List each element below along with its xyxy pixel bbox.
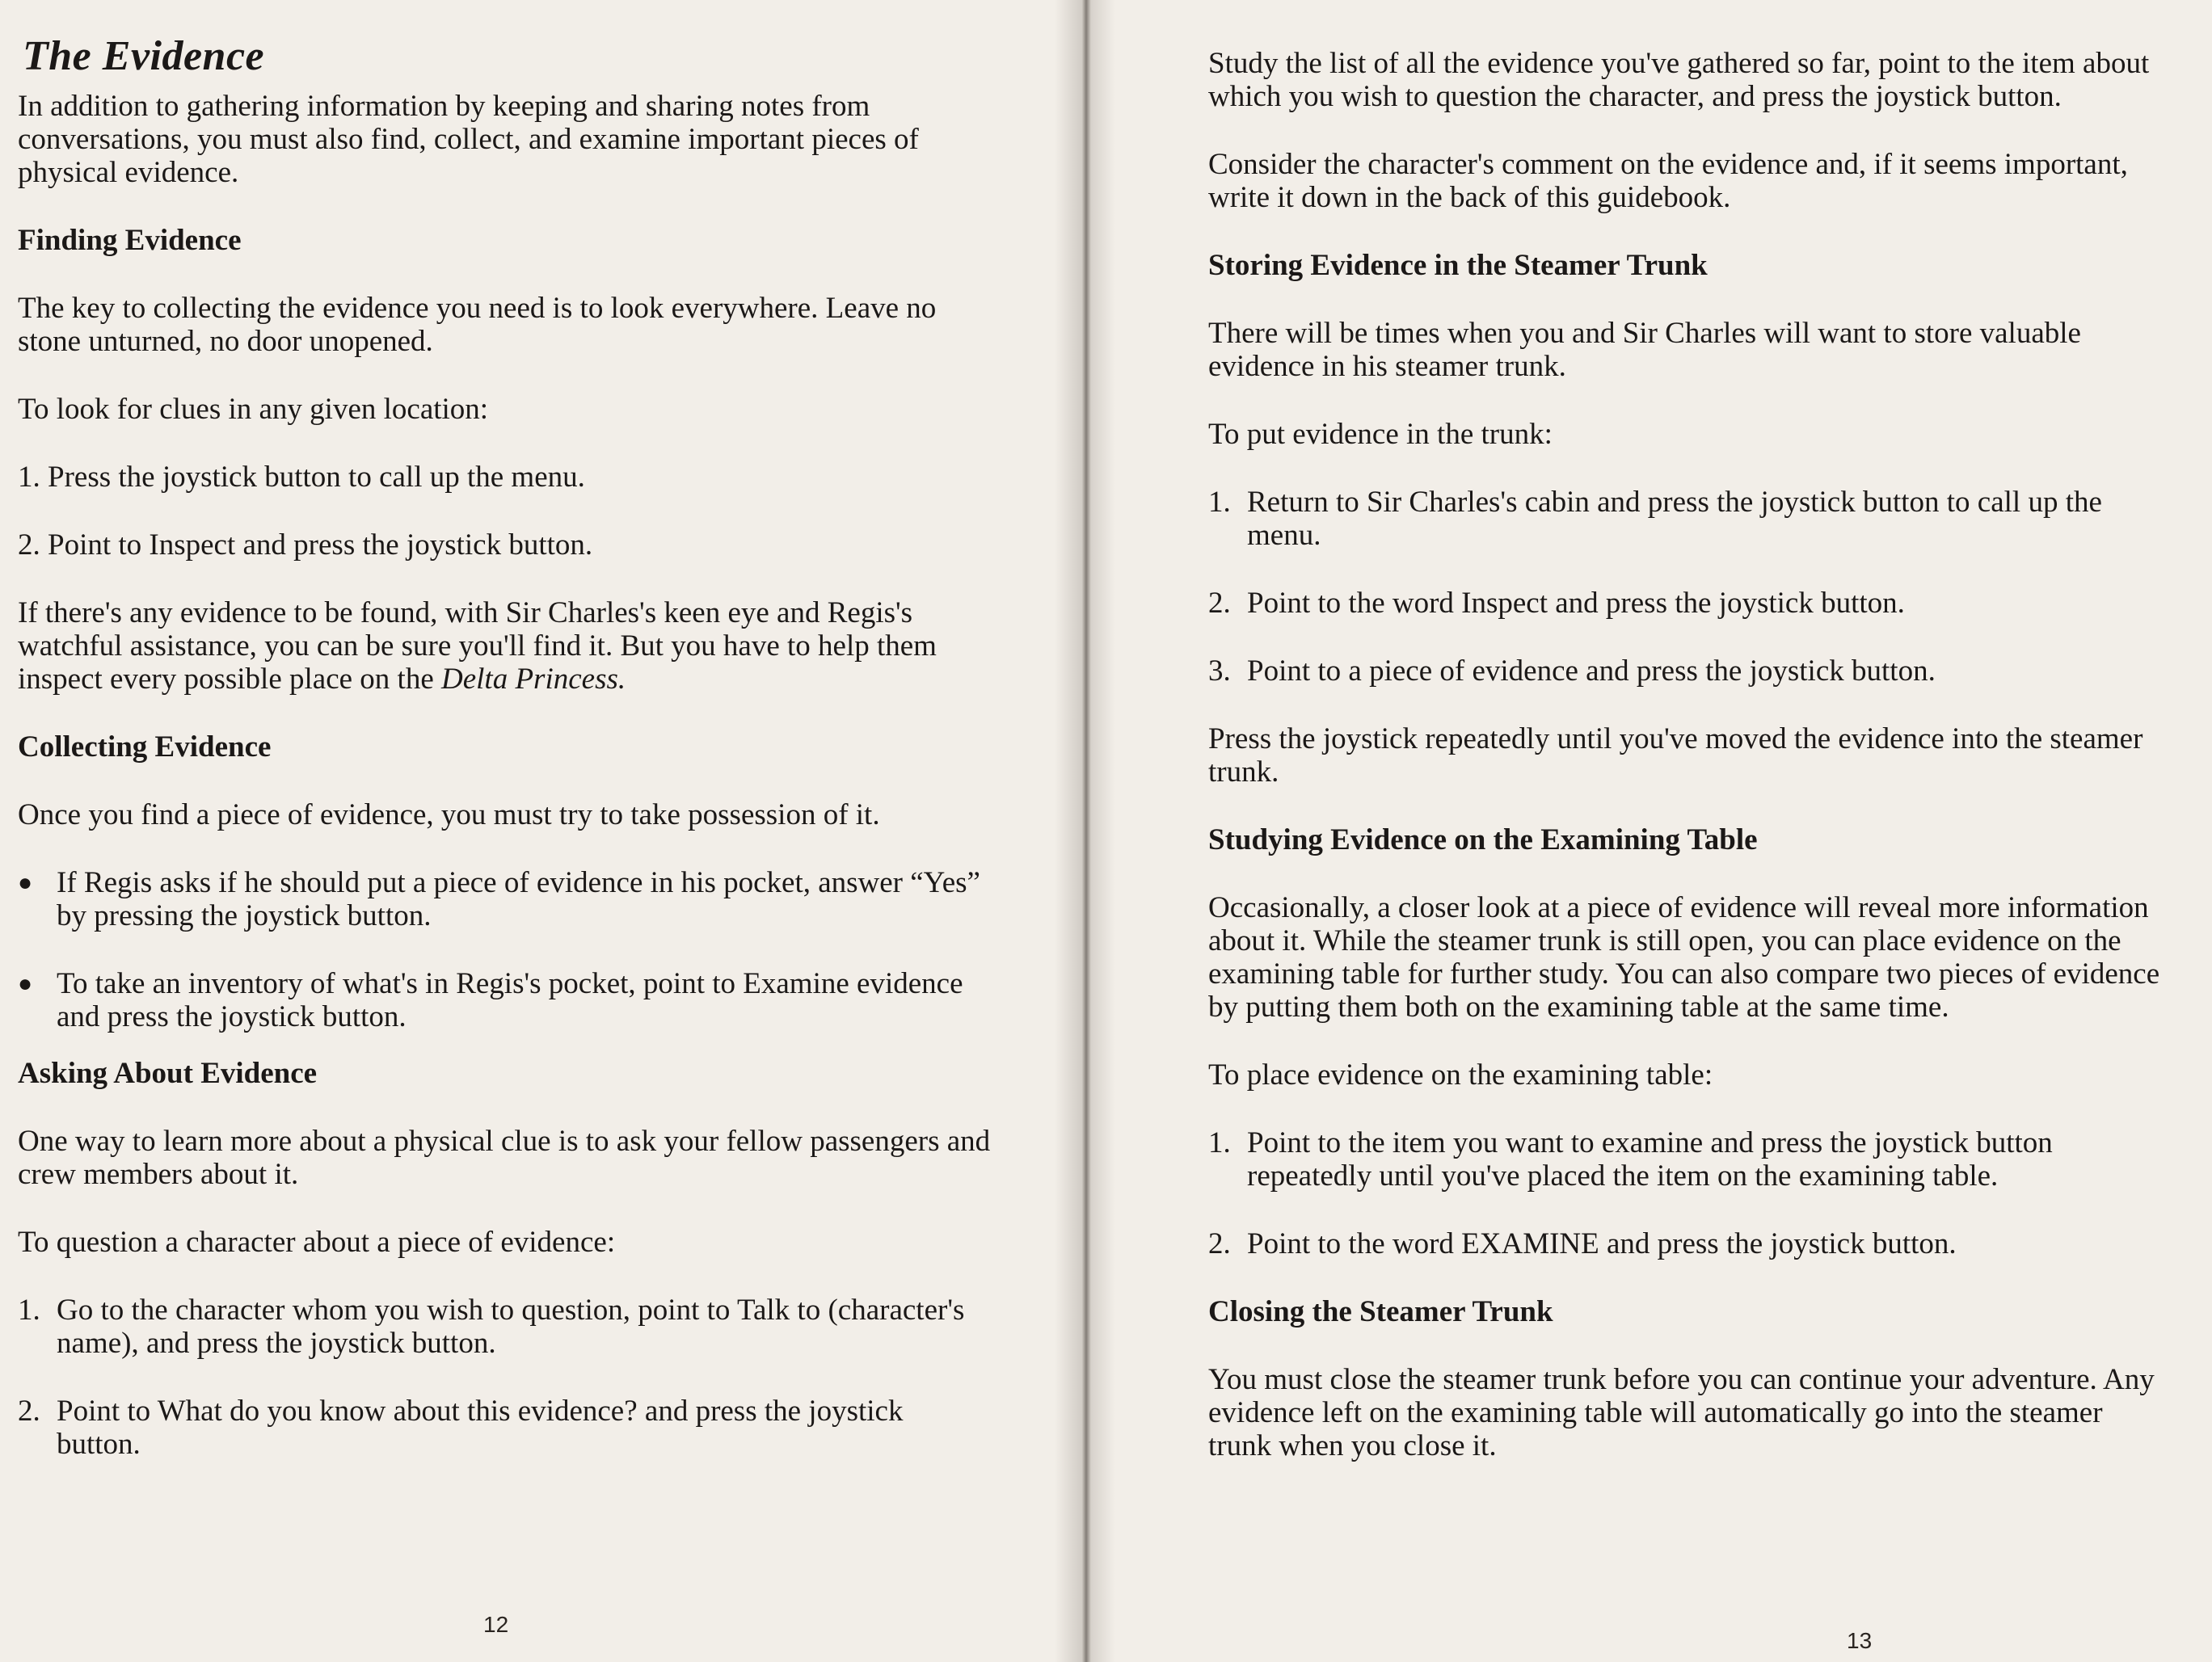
asking-evidence-heading: Asking About Evidence [18, 1057, 318, 1090]
studying-steps [1208, 1126, 2164, 1260]
asking-paragraph-2: To question a character about a piece of evidence: [18, 1226, 616, 1259]
step-text: 2. Point to Inspect and press the joystick button. [18, 528, 593, 562]
closing-paragraph: You must close the steamer trunk before you can continue your adventure. Any evidence left on the examining table will automatically go into the steamer trunk when you close it. [1208, 1363, 2155, 1462]
bullet-icon: ● [18, 970, 33, 997]
bullet-text: To take an inventory of what's in Regis's pocket, point to Examine evidence and press the joystick button. [57, 967, 963, 1033]
list-item [18, 967, 994, 1033]
step-number: 2. [18, 1395, 40, 1428]
ship-name: Delta Princess. [441, 663, 626, 696]
studying-evidence-heading: Studying Evidence on the Examining Table [1208, 823, 1758, 856]
finding-p3-text: If there's any evidence to be found, with Sir Charles's keen eye and Regis's watchful assistance, you can be sure you'll find it. But you have to help them inspect every possible place on the [18, 596, 937, 696]
step-text: Point to the item you want to examine and press the joystick button repeatedly until you've placed the item on the examining table. [1247, 1126, 2053, 1193]
step-number: 2. [1208, 587, 1231, 620]
asking-paragraph-1: One way to learn more about a physical clue is to ask your fellow passengers and crew members about it. [18, 1125, 991, 1191]
collecting-evidence-heading: Collecting Evidence [18, 730, 272, 764]
step-text: 1. Press the joystick button to call up the menu. [18, 461, 585, 494]
bullet-icon: ● [18, 869, 33, 896]
page-title: The Evidence [23, 33, 265, 79]
continued-step-4: Consider the character's comment on the evidence and, if it seems important, write it down in the back of this guidebook. [1208, 148, 2128, 214]
page-number: 13 [1847, 1628, 1873, 1653]
step-number: 1. [18, 1294, 40, 1327]
storing-paragraph-1: There will be times when you and Sir Charles will want to store valuable evidence in his steamer trunk. [1208, 317, 2081, 383]
left-page [0, 0, 1087, 1662]
closing-trunk-heading: Closing the Steamer Trunk [1208, 1295, 1553, 1328]
list-item [18, 528, 994, 562]
step-number: 2. [1208, 1227, 1231, 1260]
page-number: 12 [483, 1612, 509, 1637]
studying-paragraph-1: Occasionally, a closer look at a piece of evidence will reveal more information about it. While the steamer trunk is still open, you can place evidence on the examining table for further study. You can also compare two pieces of evidence by putting them both on the examining table at the same time. [1208, 891, 2160, 1024]
step-text: Point to the word Inspect and press the joystick button. [1247, 587, 1905, 620]
list-item [1208, 587, 2164, 620]
step-text: Point to the word EXAMINE and press the joystick button. [1247, 1227, 1957, 1260]
step-number: 3. [1208, 654, 1231, 688]
finding-paragraph-3 [18, 596, 994, 696]
list-item [1208, 1126, 2164, 1193]
storing-steps [1208, 486, 2164, 688]
collecting-paragraph: Once you find a piece of evidence, you must try to take possession of it. [18, 798, 880, 831]
finding-evidence-heading: Finding Evidence [18, 224, 242, 257]
step-text: Return to Sir Charles's cabin and press the joystick button to call up the menu. [1247, 486, 2102, 552]
finding-steps [18, 461, 994, 562]
step-text: Point to What do you know about this evidence? and press the joystick button. [57, 1395, 904, 1461]
step-text: Point to a piece of evidence and press the joystick button. [1247, 654, 1936, 688]
finding-paragraph-1: The key to collecting the evidence you need is to look everywhere. Leave no stone unturned, no door unopened. [18, 292, 937, 358]
step-text: Go to the character whom you wish to question, point to Talk to (character's name), and press the joystick button. [57, 1294, 965, 1360]
step-number: 1. [1208, 1126, 1231, 1159]
list-item [18, 866, 994, 932]
asking-steps [18, 1294, 994, 1461]
list-item [18, 461, 994, 494]
list-item [18, 1294, 994, 1360]
storing-evidence-heading: Storing Evidence in the Steamer Trunk [1208, 249, 1708, 282]
list-item [1208, 654, 2164, 688]
collecting-bullets [18, 866, 994, 1033]
continued-step-3: Study the list of all the evidence you've gathered so far, point to the item about which you wish to question the character, and press the joystick button. [1208, 47, 2150, 113]
list-item [1208, 486, 2164, 552]
finding-paragraph-2: To look for clues in any given location: [18, 393, 489, 426]
list-item [1208, 1227, 2164, 1260]
intro-paragraph: In addition to gathering information by keeping and sharing notes from conversations, you must also find, collect, and examine important pieces of physical evidence. [18, 90, 919, 189]
right-page [1087, 0, 2212, 1662]
list-item [18, 1395, 994, 1461]
studying-paragraph-2: To place evidence on the examining table: [1208, 1058, 1713, 1092]
storing-paragraph-2: To put evidence in the trunk: [1208, 418, 1553, 451]
step-number: 1. [1208, 486, 1231, 519]
storing-paragraph-3: Press the joystick repeatedly until you've moved the evidence into the steamer trunk. [1208, 722, 2143, 789]
bullet-text: If Regis asks if he should put a piece of evidence in his pocket, answer “Yes” by pressing the joystick button. [57, 866, 980, 932]
